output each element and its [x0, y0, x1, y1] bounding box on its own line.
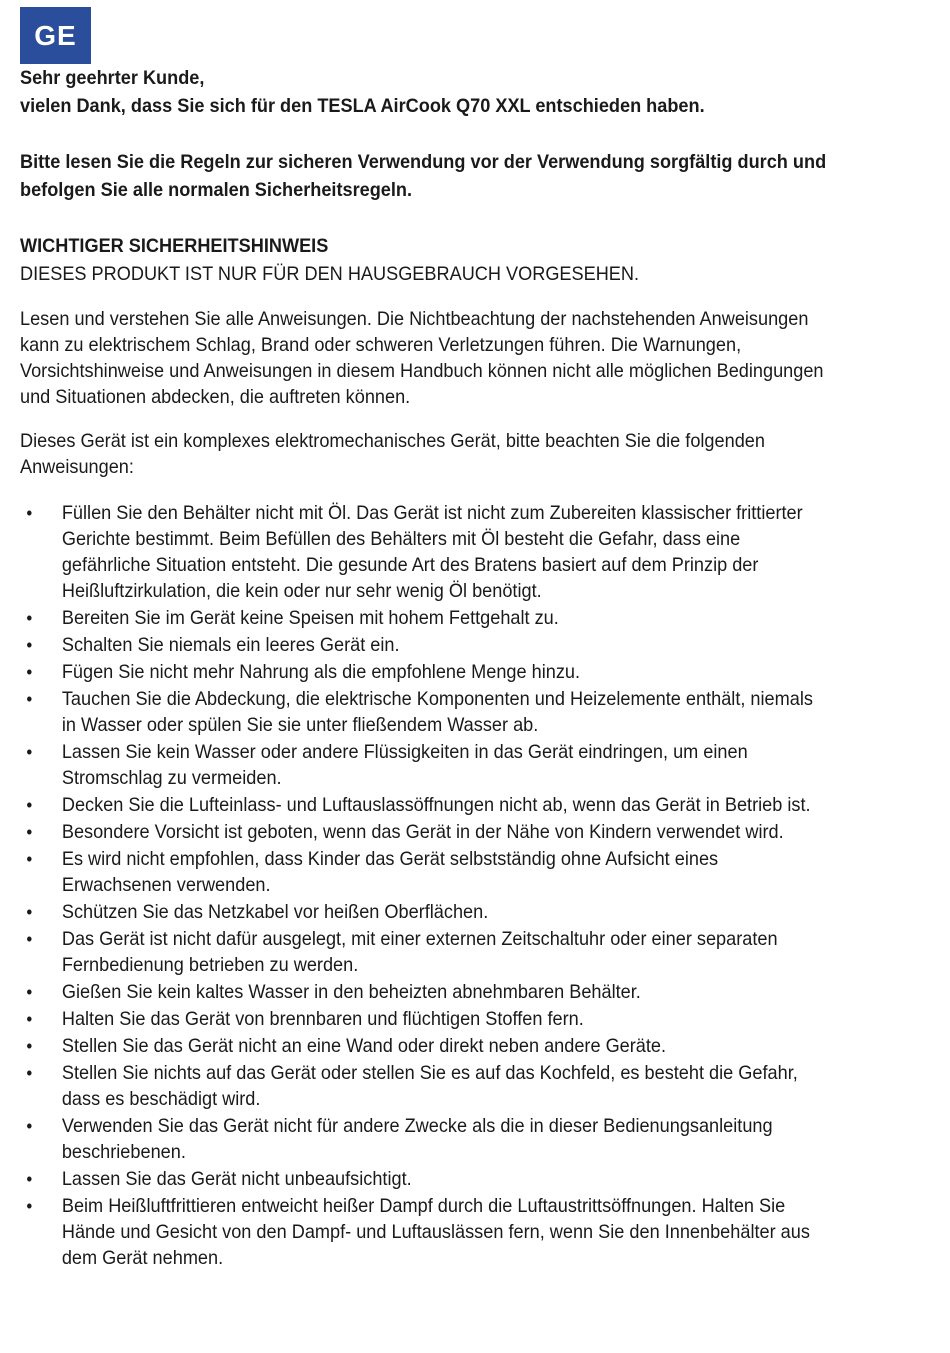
list-item-text: Das Gerät ist nicht dafür ausgelegt, mit einer externen Zeitschaltuhr oder einer separaten Fernbedienung betrieben zu werden. — [61, 928, 778, 976]
list-item — [20, 979, 829, 1005]
list-item-text: Füllen Sie den Behälter nicht mit Öl. Das Gerät ist nicht zum Zubereiten klassischer frittierter Gerichte bestimmt. Beim Befüllen des Behälters mit Öl besteht die Gefahr, dass eine gefährliche Situation entsteht. Die gesunde Art des Bratens basiert auf dem Prinzip der Heißluftzirkulation, die kein oder nur sehr wenig Öl benötigt. — [61, 502, 803, 602]
list-item-text: Stellen Sie das Gerät nicht an eine Wand oder direkt neben andere Geräte. — [61, 1035, 667, 1057]
list-item-text: Schalten Sie niemals ein leeres Gerät ein. — [61, 634, 400, 656]
bullet-icon: • — [26, 742, 33, 762]
list-item-text: Schützen Sie das Netzkabel vor heißen Oberflächen. — [61, 901, 489, 923]
list-item — [20, 1033, 829, 1059]
device-paragraph: Dieses Gerät ist ein komplexes elektromechanisches Gerät, bitte beachten Sie die folgenden Anweisungen: — [20, 430, 765, 478]
list-item — [20, 1060, 829, 1112]
list-item — [20, 1113, 829, 1165]
language-badge: GE — [20, 7, 91, 64]
bullet-icon: • — [26, 689, 33, 709]
bullet-icon: • — [26, 849, 33, 869]
instructions-paragraph: Lesen und verstehen Sie alle Anweisungen. Die Nichtbeachtung der nachstehenden Anweisungen kann zu elektrischem Schlag, Brand oder schweren Verletzungen führen. Die Warnungen, Vorsichtshinweise und Anweisungen in diesem Handbuch können nicht alle möglichen Bedingungen und Situationen abdecken, die auftreten können. — [20, 308, 824, 408]
list-item-text: Stellen Sie nichts auf das Gerät oder stellen Sie es auf das Kochfeld, es besteht die Gefahr, dass es beschädigt wird. — [61, 1062, 798, 1110]
bullet-icon: • — [26, 929, 33, 949]
bullet-icon: • — [26, 662, 33, 682]
greeting-line-1: Sehr geehrter Kunde, — [20, 67, 205, 89]
safety-heading: WICHTIGER SICHERHEITSHINWEIS — [20, 235, 329, 257]
list-item-text: Verwenden Sie das Gerät nicht für andere Zwecke als die in dieser Bedienungsanleitung beschriebenen. — [61, 1115, 773, 1163]
list-item-text: Fügen Sie nicht mehr Nahrung als die empfohlene Menge hinzu. — [61, 661, 581, 683]
list-item — [20, 1006, 829, 1032]
bullet-icon: • — [26, 608, 33, 628]
list-item — [20, 1166, 829, 1192]
list-item — [20, 500, 829, 604]
list-item-text: Es wird nicht empfohlen, dass Kinder das Gerät selbstständig ohne Aufsicht eines Erwachsenen verwenden. — [61, 848, 719, 896]
list-item-text: Lassen Sie das Gerät nicht unbeaufsichtigt. — [61, 1168, 412, 1190]
safety-bullet-list — [20, 500, 829, 1271]
household-use-notice: DIESES PRODUKT IST NUR FÜR DEN HAUSGEBRAUCH VORGESEHEN. — [20, 263, 640, 285]
list-item — [20, 792, 829, 818]
list-item-text: Decken Sie die Lufteinlass- und Luftauslassöffnungen nicht ab, wenn das Gerät in Betrieb ist. — [61, 794, 811, 816]
bullet-icon: • — [26, 1009, 33, 1029]
bullet-icon: • — [26, 795, 33, 815]
bullet-icon: • — [26, 902, 33, 922]
bullet-icon: • — [26, 1196, 33, 1216]
list-item — [20, 632, 829, 658]
list-item-text: Besondere Vorsicht ist geboten, wenn das Gerät in der Nähe von Kindern verwendet wird. — [61, 821, 784, 843]
list-item — [20, 846, 829, 898]
list-item-text: Tauchen Sie die Abdeckung, die elektrische Komponenten und Heizelemente enthält, niemals in Wasser oder spülen Sie sie unter fließendem Wasser ab. — [61, 688, 813, 736]
manual-content — [20, 64, 829, 1272]
list-item — [20, 739, 829, 791]
bullet-icon: • — [26, 822, 33, 842]
list-item — [20, 686, 829, 738]
greeting-line-2: vielen Dank, dass Sie sich für den TESLA AirCook Q70 XXL entschieden haben. — [20, 95, 705, 117]
list-item — [20, 899, 829, 925]
list-item — [20, 605, 829, 631]
bullet-icon: • — [26, 1036, 33, 1056]
list-item-text: Beim Heißluftfrittieren entweicht heißer Dampf durch die Luftaustrittsöffnungen. Halten Sie Hände und Gesicht von den Dampf- und Luftauslässen fern, wenn Sie den Innenbehälter aus dem Gerät nehmen. — [61, 1195, 810, 1269]
list-item-text: Bereiten Sie im Gerät keine Speisen mit hohem Fettgehalt zu. — [61, 607, 559, 629]
list-item-text: Halten Sie das Gerät von brennbaren und flüchtigen Stoffen fern. — [61, 1008, 584, 1030]
bullet-icon: • — [26, 982, 33, 1002]
bullet-icon: • — [26, 503, 33, 523]
bullet-icon: • — [26, 635, 33, 655]
list-item-text: Lassen Sie kein Wasser oder andere Flüssigkeiten in das Gerät eindringen, um einen Stromschlag zu vermeiden. — [61, 741, 748, 789]
list-item — [20, 659, 829, 685]
bullet-icon: • — [26, 1169, 33, 1189]
intro-text: Bitte lesen Sie die Regeln zur sicheren Verwendung vor der Verwendung sorgfältig durch und befolgen Sie alle normalen Sicherheitsregeln. — [20, 151, 827, 201]
list-item — [20, 926, 829, 978]
list-item — [20, 819, 829, 845]
bullet-icon: • — [26, 1063, 33, 1083]
list-item-text: Gießen Sie kein kaltes Wasser in den beheizten abnehmbaren Behälter. — [61, 981, 641, 1003]
list-item — [20, 1193, 829, 1271]
bullet-icon: • — [26, 1116, 33, 1136]
greeting — [20, 64, 829, 120]
